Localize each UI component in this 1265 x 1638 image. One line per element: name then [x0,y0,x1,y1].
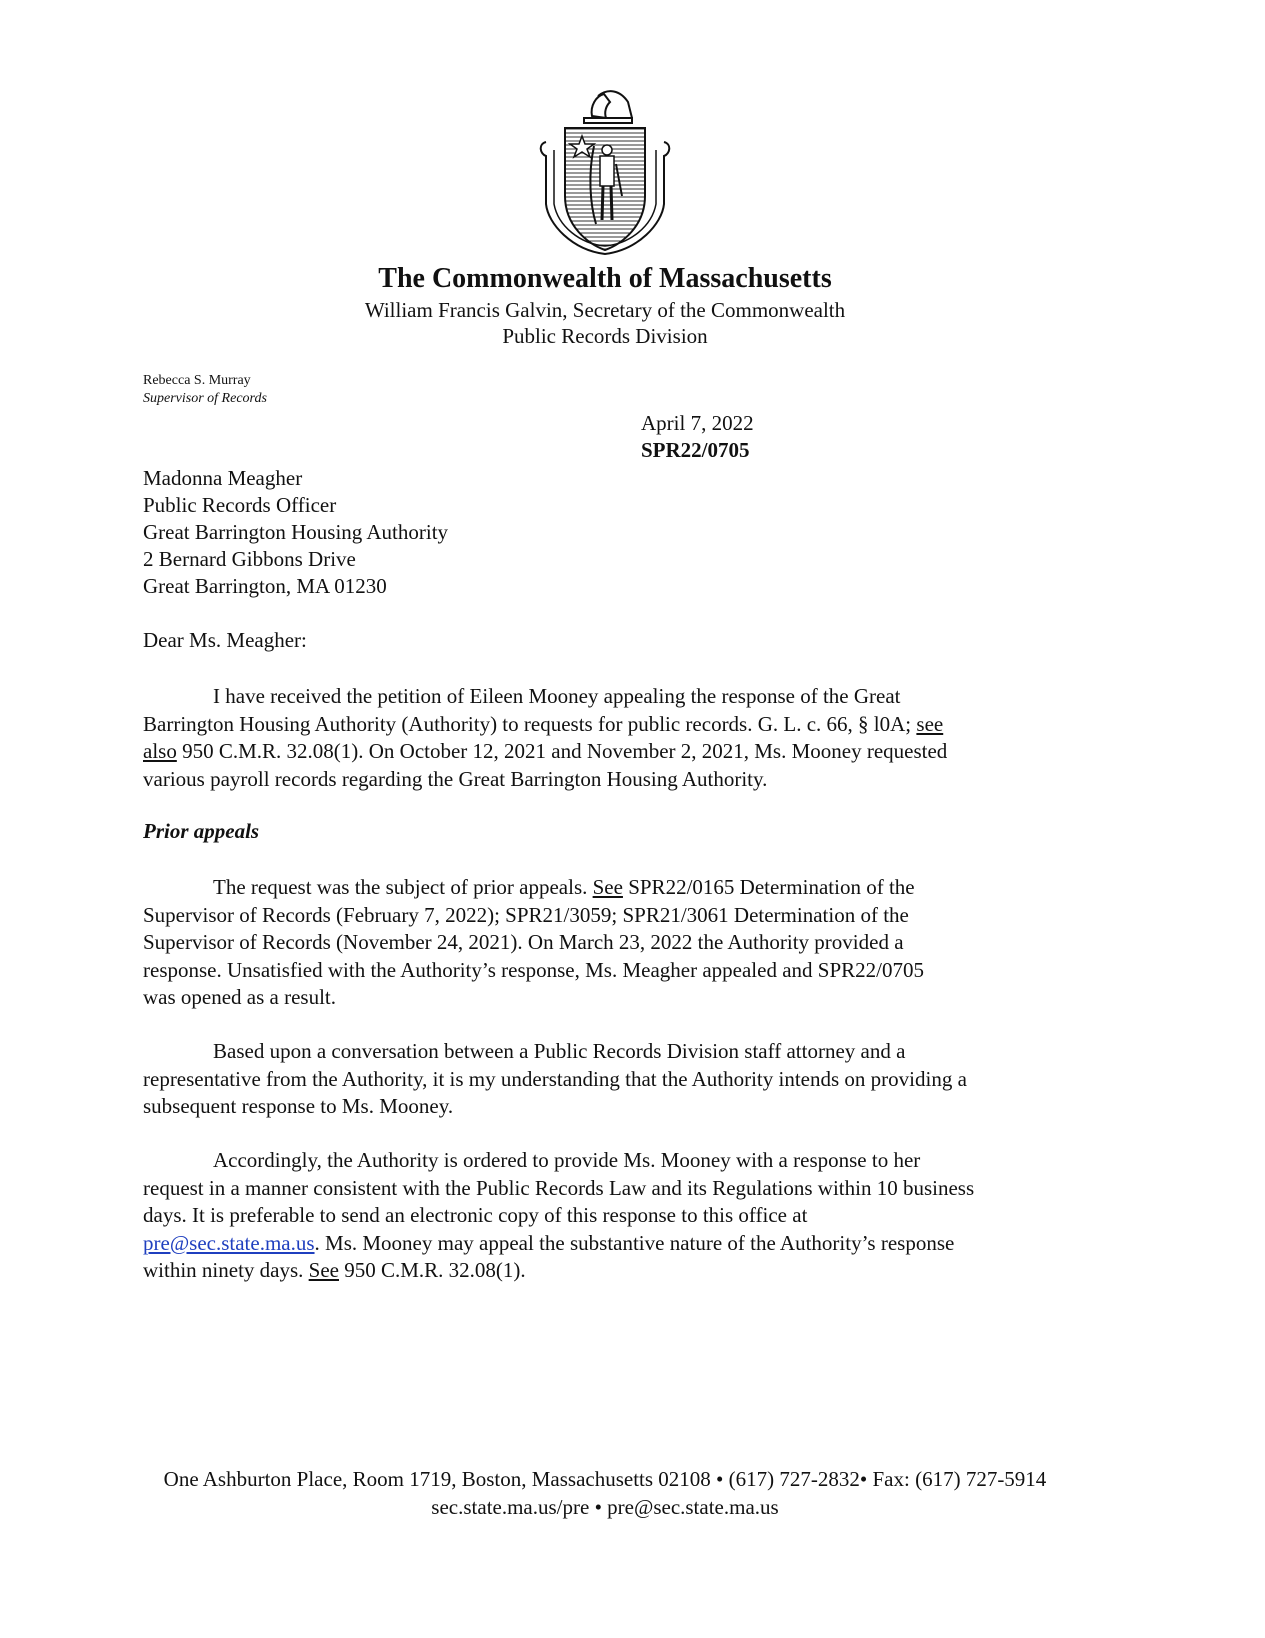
paragraph-line: representative from the Authority, it is my understanding that the Authority intends on providing a [143,1066,967,1091]
paragraph-line [143,1257,1088,1285]
paragraph-line: subsequent response to Ms. Mooney. [143,1094,454,1118]
paragraph-line: response. Unsatisfied with the Authority’s response, Ms. Meagher appealed and SPR22/0705 [143,957,924,982]
text-span: within ninety days. [143,1258,309,1282]
letter-date: April 7, 2022 [641,411,754,435]
recipient-title: Public Records Officer [143,493,337,517]
paragraph-line: various payroll records regarding the Great Barrington Housing Authority. [143,766,768,791]
paragraph-conversation [143,1038,1088,1121]
paragraph-line [143,874,1088,902]
email-link[interactable]: pre@sec.state.ma.us [143,1230,315,1255]
paragraph-line [143,1230,1088,1258]
recipient-organization: Great Barrington Housing Authority [143,520,449,544]
recipient-address [143,465,448,600]
signatory-name: Rebecca S. Murray [143,373,251,388]
recipient-city: Great Barrington, MA 01230 [143,574,387,598]
paragraph-line: I have received the petition of Eileen Mooney appealing the response of the Great [213,684,901,708]
reference-number: SPR22/0705 [641,438,750,462]
text-span: SPR22/0165 Determination of the [622,875,915,899]
text-span: 950 C.M.R. 32.08(1). On October 12, 2021 and November 2, 2021, Ms. Mooney requested [176,739,948,763]
letterhead-title: The Commonwealth of Massachusetts [378,263,832,294]
paragraph-line: was opened as a result. [143,985,337,1009]
text-span: The request was the subject of prior appeals. [213,875,593,899]
massachusetts-state-seal-icon [532,84,678,260]
letterhead-subtitle: William Francis Galvin, Secretary of the Commonwealth [364,298,846,322]
paragraph-order [143,1147,1088,1285]
signatory-title: Supervisor of Records [143,391,267,406]
footer-address: One Ashburton Place, Room 1719, Boston, Massachusetts 02108 • (617) 727-2832• Fax: (617) 727-5914 [163,1467,1047,1491]
paragraph-line: Based upon a conversation between a Public Records Division staff attorney and a [213,1039,906,1063]
text-span: Barrington Housing Authority (Authority) to requests for public records. G. L. c. 66, § l0A; [143,711,917,736]
paragraph-line [143,711,1088,739]
paragraph-line: Supervisor of Records (November 24, 2021). On March 23, 2022 the Authority provided a [143,930,904,954]
paragraph-line [143,738,1088,766]
paragraph-line: days. It is preferable to send an electronic copy of this response to this office at [143,1203,808,1227]
text-span: 950 C.M.R. 32.08(1). [338,1258,526,1282]
recipient-name: Madonna Meagher [143,466,303,490]
paragraph-line: request in a manner consistent with the Public Records Law and its Regulations within 10 business [143,1175,975,1200]
text-span: . Ms. Mooney may appeal the substantive nature of the Authority’s response [314,1230,955,1255]
letterhead-division: Public Records Division [502,324,708,348]
citation-signal: See [308,1258,339,1282]
section-heading-prior-appeals: Prior appeals [143,819,260,843]
recipient-street: 2 Bernard Gibbons Drive [143,547,356,571]
paragraph-prior-appeals [143,874,1088,1012]
paragraph-line: Accordingly, the Authority is ordered to provide Ms. Mooney with a response to her [213,1148,921,1172]
paragraph-line: Supervisor of Records (February 7, 2022); SPR21/3059; SPR21/3061 Determination of the [143,902,909,927]
footer-contact: sec.state.ma.us/pre • pre@sec.state.ma.us [431,1495,779,1519]
citation-signal: See [592,875,623,899]
salutation: Dear Ms. Meagher: [143,628,307,652]
citation-signal: also [143,739,177,763]
citation-signal: see [916,711,944,736]
paragraph-petition [143,683,1088,793]
